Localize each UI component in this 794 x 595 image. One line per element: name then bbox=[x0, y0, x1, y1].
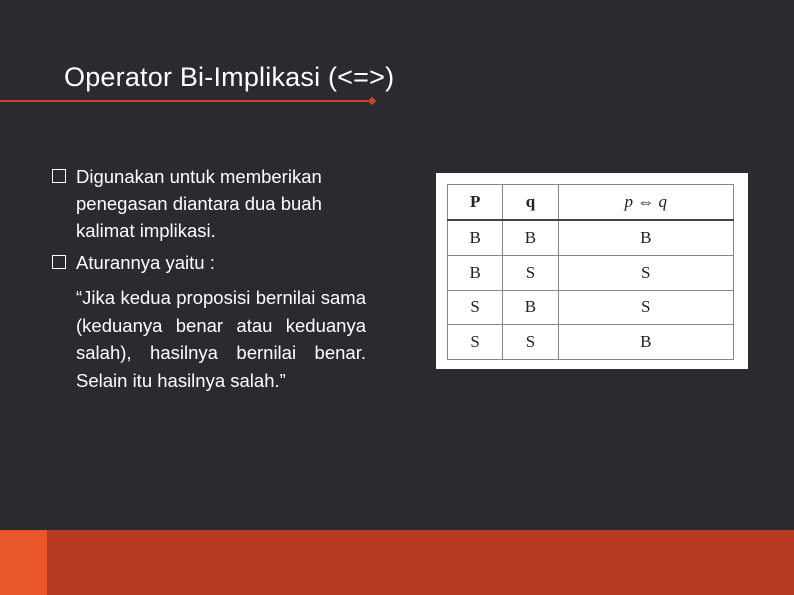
table-cell: S bbox=[503, 255, 558, 290]
bullet-item bbox=[52, 163, 366, 244]
truth-table-header-row bbox=[448, 185, 734, 220]
slide-title: Operator Bi-Implikasi (<=>) bbox=[64, 62, 395, 92]
table-row bbox=[448, 255, 734, 290]
table-cell: S bbox=[558, 290, 733, 325]
square-bullet-icon bbox=[52, 169, 66, 183]
table-cell: B bbox=[503, 220, 558, 255]
table-cell: S bbox=[503, 325, 558, 360]
rule-quote: “Jika kedua proposisi bernilai sama (keduanya benar atau keduanya salah), hasilnya bernilai benar. Selain itu hasilnya salah.” bbox=[76, 287, 366, 391]
table-cell: B bbox=[448, 220, 503, 255]
bullet-text: Digunakan untuk memberikan penegasan diantara dua buah kalimat implikasi. bbox=[76, 166, 322, 241]
table-row bbox=[448, 325, 734, 360]
table-cell: B bbox=[448, 255, 503, 290]
table-row bbox=[448, 220, 734, 255]
header-cell: P bbox=[448, 185, 503, 220]
footer-bar bbox=[47, 530, 794, 595]
bullet-text: Aturannya yaitu : bbox=[76, 252, 215, 273]
table-cell: B bbox=[558, 325, 733, 360]
table-cell: B bbox=[503, 290, 558, 325]
header-cell: q bbox=[503, 185, 558, 220]
header-cell: p ⇔ q bbox=[558, 185, 733, 220]
square-bullet-icon bbox=[52, 255, 66, 269]
title-underline-end-marker bbox=[368, 97, 376, 105]
bullet-item bbox=[52, 249, 366, 276]
table-row bbox=[448, 290, 734, 325]
footer-accent-block bbox=[0, 530, 47, 595]
truth-table-image bbox=[436, 173, 748, 369]
truth-table bbox=[447, 184, 734, 360]
table-cell: B bbox=[558, 220, 733, 255]
table-cell: S bbox=[448, 290, 503, 325]
title-underline bbox=[0, 100, 372, 102]
table-cell: S bbox=[558, 255, 733, 290]
table-cell: S bbox=[448, 325, 503, 360]
bullet-list bbox=[52, 163, 366, 394]
